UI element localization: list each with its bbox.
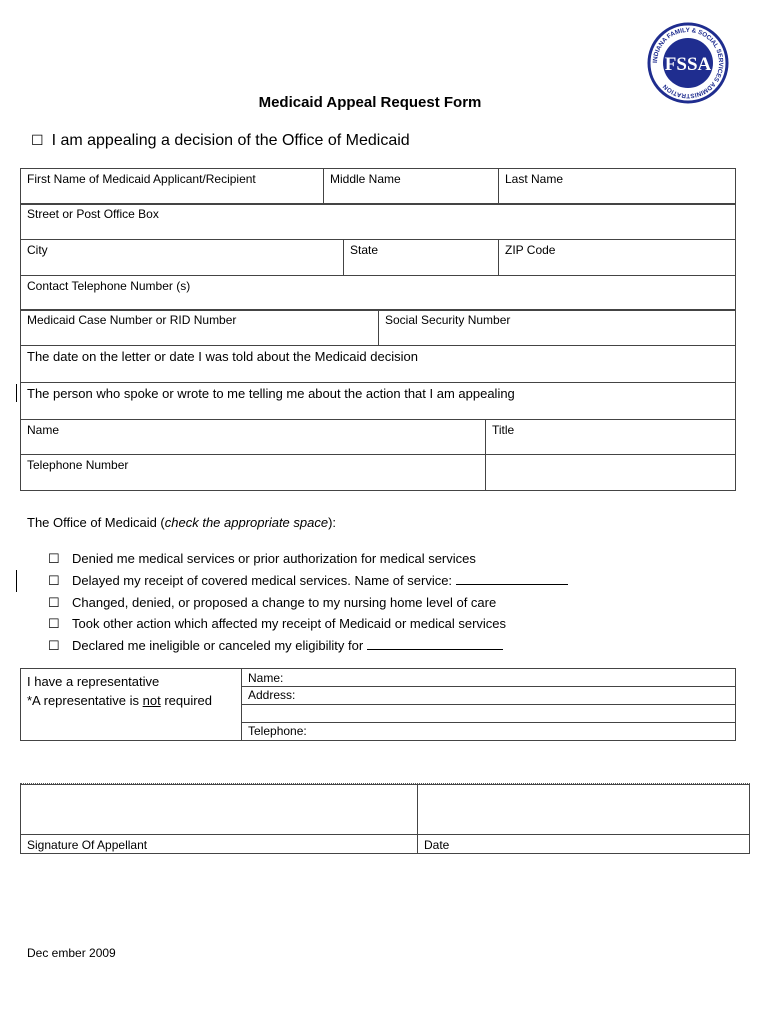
last-name-field[interactable]: Last Name [499,169,736,205]
option-checkbox[interactable]: ☐ [48,638,60,654]
middle-name-field[interactable]: Middle Name [324,169,499,205]
fssa-logo [647,22,729,104]
state-field[interactable]: State [344,240,499,276]
office-section-label: The Office of Medicaid (check the appropriate space): [27,515,337,530]
fssa-seal-icon [647,22,729,104]
contact-phone-field[interactable]: Contact Telephone Number (s) [21,276,736,311]
service-name-blank[interactable] [456,572,568,585]
date-box[interactable] [418,785,750,835]
rep-telephone-field[interactable]: Telephone: [242,723,736,741]
decision-date-field[interactable]: The date on the letter or date I was told about the Medicaid decision [21,346,736,383]
option-changed: ☐ Changed, denied, or proposed a change to my nursing home level of care [48,592,568,614]
first-name-field[interactable]: First Name of Medicaid Applicant/Recipient [21,169,324,205]
rep-address-line-2[interactable] [242,705,736,723]
office-options-list [48,548,568,657]
applicant-info-table [20,168,736,205]
option-ineligible: ☐ Declared me ineligible or canceled my eligibility for [48,635,568,657]
margin-marker [16,384,17,402]
date-label-cell [418,835,750,854]
signature-label: Signature Of Appellant [27,838,148,852]
contact-telephone-field[interactable]: Telephone Number [21,455,486,491]
form-title: Medicaid Appeal Request Form [258,94,482,111]
representative-note: *A representative is not required [27,693,213,708]
representative-info [21,669,242,741]
contact-name-field[interactable]: Name [21,420,486,455]
option-checkbox[interactable]: ☐ [48,551,60,566]
date-label: Date [424,838,450,852]
option-checkbox[interactable]: ☐ [48,594,60,610]
signature-box[interactable] [21,785,418,835]
signature-table [20,784,750,854]
contact-person-table [20,419,736,491]
rep-address-field[interactable]: Address: [242,687,736,705]
ssn-field[interactable]: Social Security Number [379,310,736,346]
option-checkbox[interactable]: ☐ [48,572,60,588]
option-denied: ☐ Denied me medical services or prior authorization for medical services [48,548,568,570]
option-checkbox[interactable]: ☐ [48,616,60,632]
person-who-spoke-field[interactable]: The person who spoke or wrote to me telling me about the action that I am appealing [21,383,736,420]
footer-date: Dec ember 2009 [27,946,116,960]
appeal-statement-row [31,132,410,150]
service-name-label: Name of service: [354,572,453,588]
option-delayed: ☐ Delayed my receipt of covered medical services. Name of service: [48,570,568,592]
eligibility-blank[interactable] [367,637,503,650]
signature-label-cell [21,835,418,854]
zip-field[interactable]: ZIP Code [499,240,736,276]
case-number-field[interactable]: Medicaid Case Number or RID Number [21,310,379,346]
contact-telephone-blank[interactable] [486,455,736,491]
option-other-action: ☐ Took other action which affected my receipt of Medicaid or medical services [48,613,568,635]
appeal-statement: I am appealing a decision of the Office of Medicaid [51,132,410,149]
address-table [20,203,736,311]
representative-table [20,668,736,741]
appeal-checkbox[interactable]: ☐ [31,132,44,148]
contact-title-field[interactable]: Title [486,420,736,455]
street-field[interactable]: Street or Post Office Box [21,204,736,240]
logo-monogram: FSSA [664,54,712,75]
case-table [20,309,736,420]
margin-marker [16,570,17,592]
logo-ring-text: INDIANA FAMILY & SOCIAL SERVICES ADMINISTRATION [651,26,725,100]
representative-heading: I have a representative [27,674,160,689]
rep-name-field[interactable]: Name: [242,669,736,687]
city-field[interactable]: City [21,240,344,276]
